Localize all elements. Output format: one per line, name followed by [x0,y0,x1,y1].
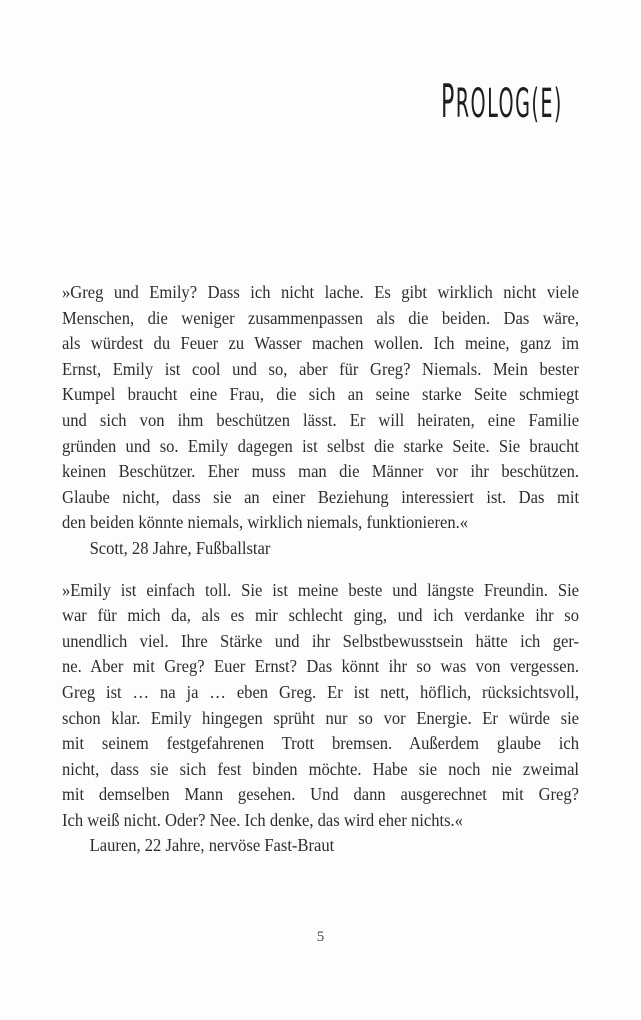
text-line: Ich weiß nicht. Oder? Nee. Ich denke, das wird eher nichts.« [62,809,463,830]
text-line: den beiden könnte niemals, wirklich niemals, funktionieren.« [62,512,469,533]
text-line: »Emily ist einfach toll. Sie ist meine beste und längste Freundin. Sie [62,579,580,600]
text-line: keinen Beschützer. Eher muss man die Männer vor ihr beschützen. [62,461,580,482]
text-line: mit demselben Mann gesehen. Und dann ausgerechnet mit Greg? [62,784,580,805]
attribution-lauren: Lauren, 22 Jahre, nervöse Fast-Braut [89,835,335,856]
text-line: schon klar. Emily hingegen sprüht nur so vor Energie. Er würde sie [62,707,580,728]
text-line: ne. Aber mit Greg? Euer Ernst? Das könnt ihr so was von vergessen. [62,656,580,677]
text-line: Menschen, die weniger zusammenpassen als die beiden. Das wäre, [62,307,580,328]
text-line: mit seinem festgefahrenen Trott bremsen. Außerdem glaube ich [62,733,580,754]
text-line: Kumpel braucht eine Frau, die sich an seine starke Seite schmiegt [62,384,580,405]
text-line: unendlich viel. Ihre Stärke und ihr Selbstbewusstsein hätte ich ger- [62,630,580,651]
text-block [62,280,579,859]
text-line: und sich von ihm beschützen lässt. Er will heiraten, eine Familie [62,409,580,430]
chapter-title: PROLOG(E) [441,74,563,128]
text-line: Greg ist … na ja … eben Greg. Er ist nett, höflich, rücksichtsvoll, [62,681,580,702]
text-line: gründen und so. Emily dagegen ist selbst die starke Seite. Sie braucht [62,435,580,456]
paragraph-quote-scott [62,280,579,536]
text-line: war für mich da, als es mir schlecht ging, und ich verdanke ihr so [62,605,580,626]
text-line: als würdest du Feuer zu Wasser machen wollen. Ich meine, ganz im [62,333,580,354]
attribution-scott: Scott, 28 Jahre, Fußballstar [89,537,271,558]
text-line: »Greg und Emily? Dass ich nicht lache. Es gibt wirklich nicht viele [62,282,580,302]
text-line: Glaube nicht, dass sie an einer Beziehung interessiert ist. Das mit [62,486,580,507]
text-line: nicht, dass sie sich fest binden möchte. Habe sie noch nie zweimal [62,758,580,779]
text-line: Ernst, Emily ist cool und so, aber für Greg? Niemals. Mein bester [62,358,580,379]
page-number: 5 [316,929,325,945]
paragraph-quote-lauren [62,578,579,834]
